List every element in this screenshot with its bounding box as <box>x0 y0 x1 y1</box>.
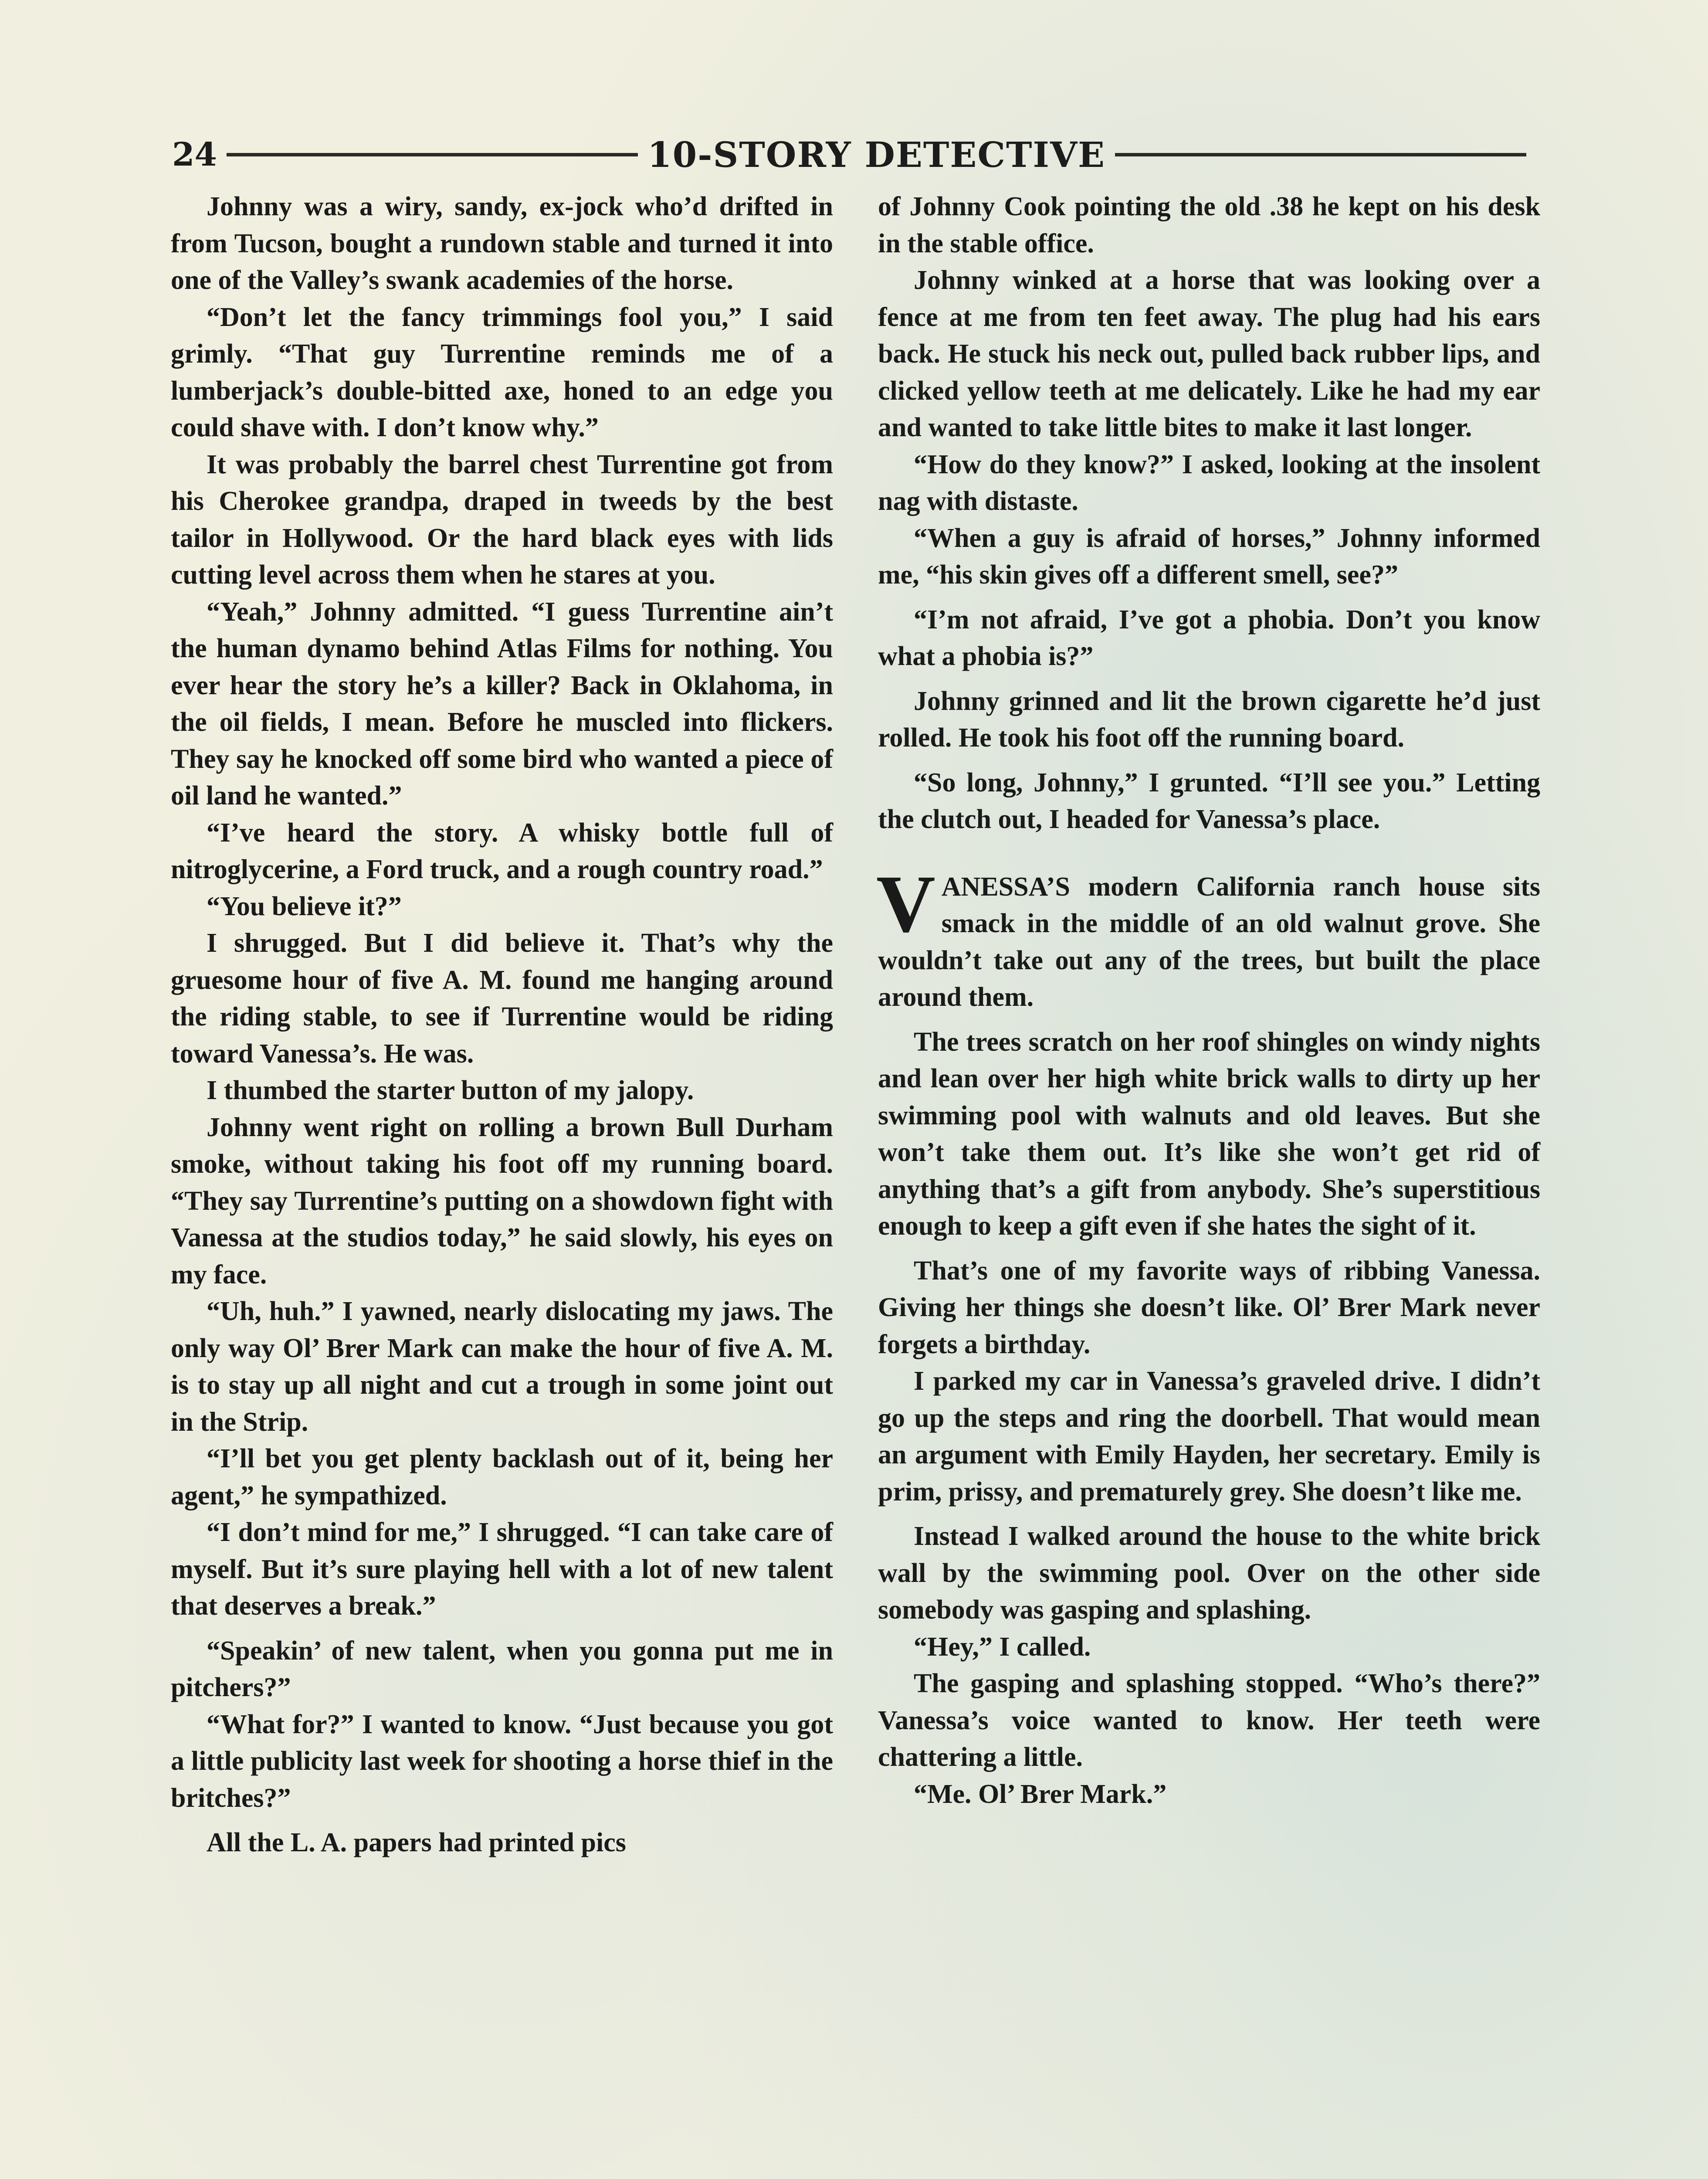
drop-cap: V <box>876 858 935 949</box>
paragraph: That’s one of my favorite ways of ribbing Vanessa. Giving her things she doesn’t like. Ol’ Brer Mark never forgets a birthday. <box>878 1256 1540 1359</box>
paragraph: “What for?” I wanted to know. “Just because you got a little publicity last week for shooting a horse thief in the britches?” <box>171 1709 833 1813</box>
running-header <box>172 131 1536 179</box>
paragraph: “Speakin’ of new talent, when you gonna put me in pitchers?” <box>171 1636 833 1702</box>
paragraph: “I’m not afraid, I’ve got a phobia. Don’t you know what a phobia is?” <box>878 604 1540 671</box>
continued-paragraph: of Johnny Cook pointing the old .38 he kept on his desk in the stable office. <box>878 192 1540 258</box>
paragraph: “I’ll bet you get plenty backlash out of it, being her agent,” he sympathized. <box>171 1444 833 1510</box>
header-rule-right <box>1115 153 1526 156</box>
paragraph: I parked my car in Vanessa’s graveled drive. I didn’t go up the steps and ring the doorbell. That would mean an argument with Emily Hayden, her secretary. Emily is prim, prissy, and prematurely grey. She doesn’t like me. <box>878 1366 1540 1507</box>
paragraph: All the L. A. papers had printed pics <box>207 1828 626 1857</box>
section-opening-paragraph <box>876 858 1540 1016</box>
paragraph: “Me. Ol’ Brer Mark.” <box>914 1779 1167 1809</box>
paragraph: Johnny grinned and lit the brown cigarette he’d just rolled. He took his foot off the running board. <box>878 686 1540 753</box>
paragraph: “When a guy is afraid of horses,” Johnny informed me, “his skin gives off a different smell, see?” <box>878 523 1540 590</box>
paragraph: The gasping and splashing stopped. “Who’s there?” Vanessa’s voice wanted to know. Her teeth were chattering a little. <box>878 1669 1540 1772</box>
paragraph: “I don’t mind for me,” I shrugged. “I can take care of myself. But it’s sure playing hell with a lot of new talent that deserves a break.” <box>171 1517 833 1621</box>
paragraph: “Don’t let the fancy trimmings fool you,” I said grimly. “That guy Turrentine reminds me of a lumberjack’s double-bitted axe, honed to an edge you could shave with. I don’t know why.” <box>171 302 833 442</box>
paragraph: Johnny went right on rolling a brown Bull Durham smoke, without taking his foot off my running board. “They say Turrentine’s putting on a showdown fight with Vanessa at the studios today,” he said slowly, his eyes on my face. <box>171 1112 833 1290</box>
left-column <box>171 188 833 1861</box>
paragraph: I shrugged. But I did believe it. That’s why the gruesome hour of five A. M. found me hanging around the riding stable, to see if Turrentine would be riding toward Vanessa’s. He was. <box>171 928 833 1069</box>
paragraph: “Hey,” I called. <box>914 1632 1091 1662</box>
paragraph: I thumbed the starter button of my jalopy. <box>207 1076 694 1105</box>
header-rule-left <box>227 153 638 156</box>
paragraph: “Uh, huh.” I yawned, nearly dislocating my jaws. The only way Ol’ Brer Mark can make the hour of five A. M. is to stay up all night and cut a trough in some joint out in the Strip. <box>171 1297 833 1437</box>
paragraph: “So long, Johnny,” I grunted. “I’ll see you.” Letting the clutch out, I headed for Vanessa’s place. <box>878 767 1540 834</box>
paragraph: Instead I walked around the house to the white brick wall by the swimming pool. Over on the other side somebody was gasping and splashing. <box>878 1521 1540 1625</box>
paragraph: “Yeah,” Johnny admitted. “I guess Turrentine ain’t the human dynamo behind Atlas Films for nothing. You ever hear the story he’s a killer? Back in Oklahoma, in the oil fields, I mean. Before he muscled into flickers. They say he knocked off some bird who wanted a piece of oil land he wanted.” <box>171 597 833 811</box>
paragraph: Johnny winked at a horse that was looking over a fence at me from ten feet away. The plug had his ears back. He stuck his neck out, pulled back rubber lips, and clicked yellow teeth at me delicately. Like he had my ear and wanted to take little bites to make it last longer. <box>878 265 1540 442</box>
paragraph: “You believe it?” <box>207 891 402 921</box>
right-column <box>878 188 1540 1812</box>
paragraph: “How do they know?” I asked, looking at the insolent nag with distaste. <box>878 449 1540 516</box>
paragraph: “I’ve heard the story. A whisky bottle full of nitroglycerine, a Ford truck, and a rough country road.” <box>171 818 833 884</box>
paragraph: The trees scratch on her roof shingles on windy nights and lean over her high white brick walls to dirty up her swimming pool with walnuts and old leaves. But she won’t take them out. It’s like she won’t get rid of anything that’s a gift from anybody. She’s superstitious enough to keep a gift even if she hates the sight of it. <box>878 1027 1540 1241</box>
section-opening-text: ANESSA’S modern California ranch house sits smack in the middle of an old walnut grove. She wouldn’t take out any of the trees, but built the place around them. <box>878 872 1540 1012</box>
paragraph: Johnny was a wiry, sandy, ex-jock who’d drifted in from Tucson, bought a rundown stable and turned it into one of the Valley’s swank academies of the horse. <box>171 192 833 295</box>
paragraph: It was probably the barrel chest Turrentine got from his Cherokee grandpa, draped in tweeds by the best tailor in Hollywood. Or the hard black eyes with lids cutting level across them when he stares at you. <box>171 449 833 590</box>
magazine-title: 10-STORY DETECTIVE <box>647 134 1106 175</box>
page-number: 24 <box>172 136 217 173</box>
